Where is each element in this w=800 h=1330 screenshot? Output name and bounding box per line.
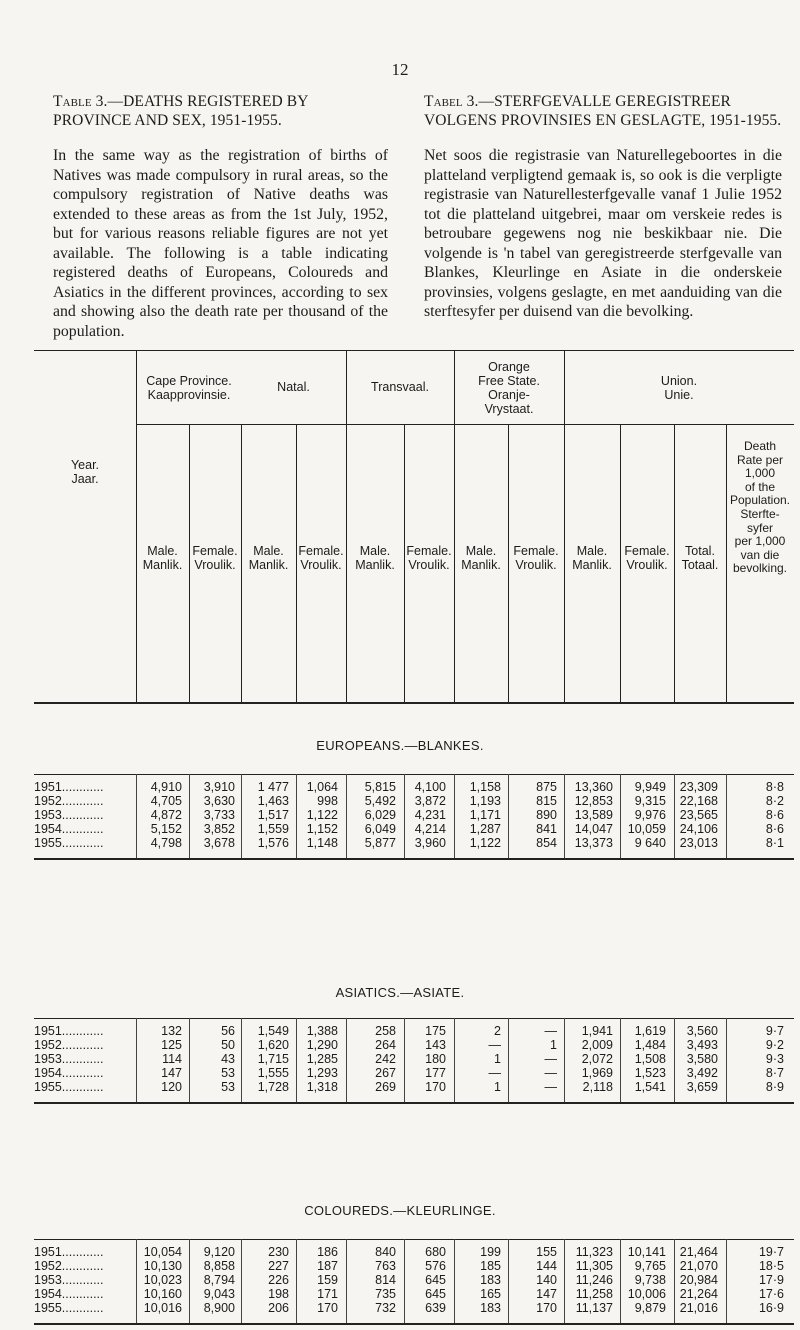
table-cell: 814 — [375, 1273, 396, 1287]
table-cell: 5,492 — [364, 794, 396, 808]
table-cell: 1,559 — [257, 822, 289, 836]
table-cell: 645 — [425, 1273, 446, 1287]
table-cell: 14,047 — [574, 822, 613, 836]
year-header — [34, 458, 136, 486]
table-row — [34, 836, 794, 850]
table-cell: — — [544, 1024, 557, 1038]
death-rate-label-line: per 1,000 — [734, 534, 786, 549]
table-cell: 4,872 — [150, 808, 182, 822]
table-cell: 1,508 — [634, 1052, 666, 1066]
province-union — [564, 374, 794, 402]
female-label: Female. — [406, 544, 452, 558]
table-cell: 815 — [536, 794, 557, 808]
table-cell: 1,285 — [306, 1052, 338, 1066]
table-cell: 1 477 — [257, 780, 289, 794]
table-cell: 10,054 — [143, 1245, 182, 1259]
table-cell: 22,168 — [679, 794, 718, 808]
table-cell: — — [488, 1038, 501, 1052]
male-label-af: Manlik. — [461, 558, 501, 572]
table-cell: 1,064 — [306, 780, 338, 794]
table-cell: 56 — [221, 1024, 235, 1038]
table-cell: 8·6 — [765, 808, 784, 822]
female-header — [508, 544, 564, 572]
year-cell: 1952............ — [34, 1038, 104, 1052]
table-row — [34, 1052, 794, 1066]
death-rate-label-line: Sterfte- — [740, 506, 780, 521]
table-cell: 1,287 — [469, 822, 501, 836]
table-cell: 9,949 — [634, 780, 666, 794]
table-cell: 170 — [425, 1080, 446, 1094]
male-label-af: Manlik. — [142, 558, 183, 572]
english-paragraph: In the same way as the registration of births of Natives was made compulsory in rural areas, so the compulsory registration of Native deaths was extended to these areas as from the 1st July, 1952, but for various reasons reliable figures are not yet available. The following is a table indicating registered deaths of Europeans, Coloureds and Asiatics in the different provinces, according to sex and showing also the death rate per thousand of the population. — [53, 147, 388, 340]
table-cell: 11,246 — [575, 1273, 613, 1287]
table-cell: 226 — [268, 1273, 289, 1287]
table-cell: 4,910 — [150, 780, 182, 794]
table-cell: 1,620 — [257, 1038, 289, 1052]
table-cell: 9,738 — [634, 1273, 666, 1287]
table-cell: 170 — [317, 1301, 338, 1315]
table-cell: 170 — [536, 1301, 557, 1315]
male-label: Male. — [253, 544, 284, 558]
province-ofs-af: Oranje- — [488, 388, 530, 402]
table-cell: 53 — [221, 1066, 235, 1080]
table-row — [34, 808, 794, 822]
table-cell: 267 — [375, 1066, 396, 1080]
table-cell: 258 — [375, 1024, 396, 1038]
table-cell: 3,960 — [414, 836, 446, 850]
female-label-af: Vroulik. — [300, 558, 342, 572]
table-cell: 155 — [536, 1245, 557, 1259]
table-cell: 13,360 — [574, 780, 613, 794]
table-cell: 50 — [221, 1038, 235, 1052]
province-ofs-af2: Vrystaat. — [484, 402, 534, 416]
year-cell: 1954............ — [34, 1066, 104, 1080]
death-rate-header — [726, 440, 794, 576]
afrikaans-title-rest: —STERFGEVALLE GEREGISTREER VOLGENS PROVINSIES EN GESLAGTE, 1951-1955. — [424, 93, 782, 129]
table-cell: 17·9 — [758, 1273, 784, 1287]
table-cell: 763 — [375, 1259, 396, 1273]
table-cell: 177 — [425, 1066, 446, 1080]
province-cape-en: Cape Province. — [146, 374, 232, 388]
province-cape-af: Kaapprovinsie. — [147, 388, 231, 402]
year-cell: 1953............ — [34, 808, 104, 822]
table-cell: 20,984 — [679, 1273, 718, 1287]
table-cell: 159 — [317, 1273, 338, 1287]
table-cell: 3,492 — [686, 1066, 718, 1080]
female-header — [296, 544, 346, 572]
female-header — [620, 544, 674, 572]
table-cell: 854 — [536, 836, 557, 850]
province-cape — [136, 374, 242, 402]
table-row — [34, 1301, 794, 1315]
table-cell: 21,264 — [679, 1287, 718, 1301]
table-cell: 23,013 — [679, 836, 718, 850]
death-rate-label-line: of the — [744, 479, 776, 494]
table-cell: 3,630 — [203, 794, 235, 808]
section-title-asiatics: ASIATICS.—ASIATE. — [335, 985, 465, 1000]
table-row — [34, 822, 794, 836]
table-cell: 8·9 — [765, 1080, 784, 1094]
table-cell: 1,523 — [634, 1066, 666, 1080]
afrikaans-table-title — [424, 92, 782, 130]
table-cell: 9,043 — [203, 1287, 235, 1301]
table-cell: 23,309 — [679, 780, 718, 794]
table-cell: 24,106 — [679, 822, 718, 836]
table-cell: 16·9 — [758, 1301, 784, 1315]
table-cell: 4,705 — [150, 794, 182, 808]
table-cell: 3,659 — [686, 1080, 718, 1094]
table-cell: 1,290 — [306, 1038, 338, 1052]
table-cell: 4,231 — [414, 808, 446, 822]
table-cell: 1,619 — [634, 1024, 666, 1038]
afrikaans-column — [424, 92, 782, 322]
year-cell: 1952............ — [34, 1259, 104, 1273]
table-cell: 998 — [317, 794, 338, 808]
year-cell: 1954............ — [34, 1287, 104, 1301]
province-ofs-en: Orange — [488, 360, 530, 374]
table-cell: 187 — [317, 1259, 338, 1273]
table-cell: 1,484 — [634, 1038, 666, 1052]
table-cell: 8·2 — [765, 794, 784, 808]
table-row — [34, 1287, 794, 1301]
table-cell: 10,141 — [627, 1245, 666, 1259]
table-cell: — — [544, 1066, 557, 1080]
female-label: Female. — [298, 544, 344, 558]
table-cell: 12,853 — [574, 794, 613, 808]
table-cell: 841 — [536, 822, 557, 836]
female-header — [189, 544, 241, 572]
table-cell: 9,976 — [634, 808, 666, 822]
table-cell: 1,517 — [257, 808, 289, 822]
year-cell: 1951............ — [34, 1024, 104, 1038]
table-cell: 1,318 — [306, 1080, 338, 1094]
table-row — [34, 1080, 794, 1094]
male-header — [346, 544, 404, 572]
table-cell: 8·6 — [765, 822, 784, 836]
table-cell: 21,070 — [679, 1259, 718, 1273]
year-label-af: Jaar. — [71, 472, 99, 486]
total-label-af: Totaal. — [681, 558, 719, 572]
male-label: Male. — [359, 544, 391, 558]
table-cell: 4,214 — [414, 822, 446, 836]
total-header — [674, 544, 726, 572]
table-cell: 639 — [425, 1301, 446, 1315]
table-cell: 1 — [550, 1038, 557, 1052]
table-row — [34, 1066, 794, 1080]
table-cell: 185 — [480, 1259, 501, 1273]
year-cell: 1955............ — [34, 1301, 104, 1315]
table-cell: 1,541 — [634, 1080, 666, 1094]
table-cell: 1 — [494, 1080, 501, 1094]
page-number: 12 — [391, 60, 409, 79]
table-row — [34, 780, 794, 794]
table-cell: 10,023 — [143, 1273, 182, 1287]
table-cell: 840 — [375, 1245, 396, 1259]
year-cell: 1951............ — [34, 780, 104, 794]
table-cell: 11,137 — [575, 1301, 613, 1315]
table-cell: 3,493 — [686, 1038, 718, 1052]
table-cell: 3,580 — [686, 1052, 718, 1066]
table-cell: 230 — [268, 1245, 289, 1259]
table-cell: 1,171 — [469, 808, 501, 822]
female-header — [404, 544, 454, 572]
table-row — [34, 1273, 794, 1287]
table-cell: 21,016 — [679, 1301, 718, 1315]
table-cell: 3,733 — [203, 808, 235, 822]
table-cell: 732 — [375, 1301, 396, 1315]
table-cell: 143 — [425, 1038, 446, 1052]
table-cell: 199 — [480, 1245, 501, 1259]
year-cell: 1952............ — [34, 794, 104, 808]
table-cell: 9,315 — [634, 794, 666, 808]
female-label-af: Vroulik. — [194, 558, 236, 572]
table-cell: 1,715 — [257, 1052, 289, 1066]
table-cell: 8,900 — [203, 1301, 235, 1315]
table-cell: 183 — [480, 1301, 501, 1315]
table-cell: 114 — [162, 1052, 182, 1066]
province-natal-en: Natal. — [277, 380, 310, 394]
male-header — [564, 544, 620, 572]
table-row — [34, 1245, 794, 1259]
afrikaans-paragraph: Net soos die registrasie van Naturellegeboortes in die platteland verpligtend gemaak is, so ook is die verpligte registrasie van Naturellesterfgevalle vanaf 1 Julie 1952 tot die platteland uitgebrei, maar om verskeie redes is betroubare gegewens nog nie beskikbaar nie. Die volgende is 'n tabel van geregistreerde sterfgevalle van Blankes, Kleurlinge en Asiate in die onderskeie provinsies, volgens geslagte, en met aanduiding van die sterftesyfer per duisend van die bevolking. — [424, 147, 782, 320]
death-rate-label-line: syfer — [746, 520, 773, 535]
table-cell: 120 — [161, 1080, 182, 1094]
year-cell: 1953............ — [34, 1273, 104, 1287]
male-label-af: Manlik. — [572, 558, 612, 572]
table-cell: 1,576 — [257, 836, 289, 850]
table-cell: 3,678 — [203, 836, 235, 850]
female-label: Female. — [513, 544, 559, 558]
table-cell: 3,560 — [686, 1024, 718, 1038]
death-rate-label-line: bevolking. — [732, 561, 788, 576]
table-cell: 144 — [536, 1259, 557, 1273]
table-cell: 147 — [536, 1287, 557, 1301]
table-cell: 1,728 — [257, 1080, 289, 1094]
province-transvaal — [346, 380, 454, 394]
table-cell: 10,059 — [627, 822, 666, 836]
table-cell: 1,122 — [306, 808, 338, 822]
male-header — [241, 544, 296, 572]
table-cell: 1,193 — [469, 794, 501, 808]
table-cell: 8·1 — [765, 836, 784, 850]
year-cell: 1955............ — [34, 836, 104, 850]
table-cell: 8,858 — [203, 1259, 235, 1273]
table-cell: 9·2 — [765, 1038, 784, 1052]
table-cell: 9,765 — [634, 1259, 666, 1273]
table-cell: 875 — [536, 780, 557, 794]
province-ofs-en2: Free State. — [478, 374, 540, 388]
year-cell: 1953............ — [34, 1052, 104, 1066]
table-cell: 269 — [375, 1080, 396, 1094]
death-rate-label-line: Death — [743, 439, 777, 453]
section-title-coloureds: COLOUREDS.—KLEURLINGE. — [304, 1203, 496, 1218]
female-label-af: Vroulik. — [515, 558, 557, 572]
table-cell: 1,148 — [306, 836, 338, 850]
table-cell: 2,009 — [581, 1038, 613, 1052]
table-cell: 8·7 — [765, 1066, 784, 1080]
table-cell: 53 — [221, 1080, 235, 1094]
male-label-af: Manlik. — [248, 558, 289, 572]
table-cell: 206 — [268, 1301, 289, 1315]
province-ofs — [454, 360, 564, 416]
female-label-af: Vroulik. — [408, 558, 450, 572]
male-label: Male. — [576, 544, 608, 558]
table-cell: 5,152 — [150, 822, 182, 836]
table-cell: 3,910 — [203, 780, 235, 794]
table-cell: 8,794 — [203, 1273, 235, 1287]
total-label: Total. — [685, 544, 715, 558]
table-cell: 11,258 — [575, 1287, 613, 1301]
table-cell: — — [544, 1052, 557, 1066]
table-cell: 13,373 — [574, 836, 613, 850]
table-cell: 890 — [536, 808, 557, 822]
table-cell: 9,879 — [634, 1301, 666, 1315]
table-cell: — — [544, 1080, 557, 1094]
table-cell: 2,118 — [582, 1080, 613, 1094]
province-transvaal-en: Transvaal. — [371, 380, 429, 394]
death-rate-label-line: Rate per — [736, 452, 784, 467]
table-cell: 186 — [317, 1245, 338, 1259]
year-label: Year. — [70, 458, 100, 472]
table-cell: 13,589 — [574, 808, 613, 822]
table-cell: 21,464 — [679, 1245, 718, 1259]
table-cell: 1,555 — [257, 1066, 289, 1080]
table-cell: 11,305 — [575, 1259, 613, 1273]
table-cell: 5,815 — [364, 780, 396, 794]
death-rate-label-line: 1,000 — [744, 466, 776, 481]
table-cell: 10,160 — [143, 1287, 182, 1301]
table-cell: 18·5 — [758, 1259, 784, 1273]
female-label: Female. — [624, 544, 670, 558]
province-union-af: Unie. — [664, 388, 694, 402]
table-cell: 2 — [494, 1024, 501, 1038]
table-cell: 242 — [375, 1052, 396, 1066]
table-cell: 1,941 — [581, 1024, 613, 1038]
table-row — [34, 794, 794, 808]
death-rate-label-line: Population. — [729, 493, 791, 508]
table-cell: 10,006 — [627, 1287, 666, 1301]
table-cell: 171 — [317, 1287, 338, 1301]
english-title-rest: —DEATHS REGISTERED BY PROVINCE AND SEX, 1951-1955. — [53, 93, 308, 129]
table-cell: 6,049 — [364, 822, 396, 836]
table-cell: 4,798 — [150, 836, 182, 850]
table-cell: 132 — [161, 1024, 182, 1038]
table-cell: 645 — [425, 1287, 446, 1301]
table-row — [34, 1024, 794, 1038]
table-cell: 2,072 — [581, 1052, 613, 1066]
table-cell: 264 — [375, 1038, 396, 1052]
table-cell: 23,565 — [679, 808, 718, 822]
table-cell: 198 — [268, 1287, 289, 1301]
table-cell: 10,130 — [143, 1259, 182, 1273]
death-rate-label-line: van die — [740, 547, 780, 562]
table-cell: 1,122 — [469, 836, 501, 850]
table-cell: 1,158 — [469, 780, 501, 794]
table-cell: 17·6 — [758, 1287, 784, 1301]
table-cell: 175 — [425, 1024, 446, 1038]
table-cell: 19·7 — [758, 1245, 784, 1259]
table-cell: 43 — [221, 1052, 235, 1066]
table-cell: 3,852 — [203, 822, 235, 836]
table-cell: 8·8 — [765, 780, 784, 794]
english-title-prefix: Table 3. — [53, 93, 108, 110]
table-cell: 1,463 — [257, 794, 289, 808]
table-header — [34, 350, 794, 703]
table-cell: 1,152 — [306, 822, 338, 836]
male-header — [136, 544, 189, 572]
table-cell: 1 — [494, 1052, 501, 1066]
english-table-title — [53, 92, 388, 130]
table-cell: 180 — [425, 1052, 446, 1066]
table-cell: 9·7 — [765, 1024, 784, 1038]
year-cell: 1955............ — [34, 1080, 104, 1094]
afrikaans-title-prefix: Tabel 3. — [424, 93, 479, 110]
table-cell: 125 — [161, 1038, 182, 1052]
table-cell: 3,872 — [414, 794, 446, 808]
table-cell: 227 — [268, 1259, 289, 1273]
table-cell: 165 — [480, 1287, 501, 1301]
male-header — [454, 544, 508, 572]
table-cell: 9 640 — [634, 836, 666, 850]
table-cell: 680 — [425, 1245, 446, 1259]
male-label-af: Manlik. — [355, 558, 395, 572]
table-cell: 735 — [375, 1287, 396, 1301]
table-cell: 576 — [425, 1259, 446, 1273]
table-row — [34, 1259, 794, 1273]
table-cell: — — [488, 1066, 501, 1080]
table-cell: 1,549 — [257, 1024, 289, 1038]
year-cell: 1951............ — [34, 1245, 104, 1259]
province-union-en: Union. — [660, 374, 698, 388]
table-cell: 5,877 — [364, 836, 396, 850]
table-cell: 1,388 — [306, 1024, 338, 1038]
table-cell: 1,969 — [581, 1066, 613, 1080]
table-row — [34, 1038, 794, 1052]
table-cell: 10,016 — [143, 1301, 182, 1315]
table-cell: 6,029 — [364, 808, 396, 822]
english-column — [53, 92, 388, 341]
province-natal — [241, 380, 346, 394]
year-cell: 1954............ — [34, 822, 104, 836]
table-cell: 11,323 — [575, 1245, 613, 1259]
table-cell: 9,120 — [203, 1245, 235, 1259]
section-title-europeans: EUROPEANS.—BLANKES. — [316, 738, 484, 753]
table-cell: 1,293 — [306, 1066, 338, 1080]
male-label: Male. — [147, 544, 178, 558]
table-cell: 9·3 — [765, 1052, 784, 1066]
male-label: Male. — [465, 544, 497, 558]
table-cell: 183 — [480, 1273, 501, 1287]
female-label: Female. — [192, 544, 238, 558]
table-cell: 4,100 — [414, 780, 446, 794]
female-label-af: Vroulik. — [626, 558, 668, 572]
table-cell: 140 — [536, 1273, 557, 1287]
table-cell: 147 — [161, 1066, 182, 1080]
